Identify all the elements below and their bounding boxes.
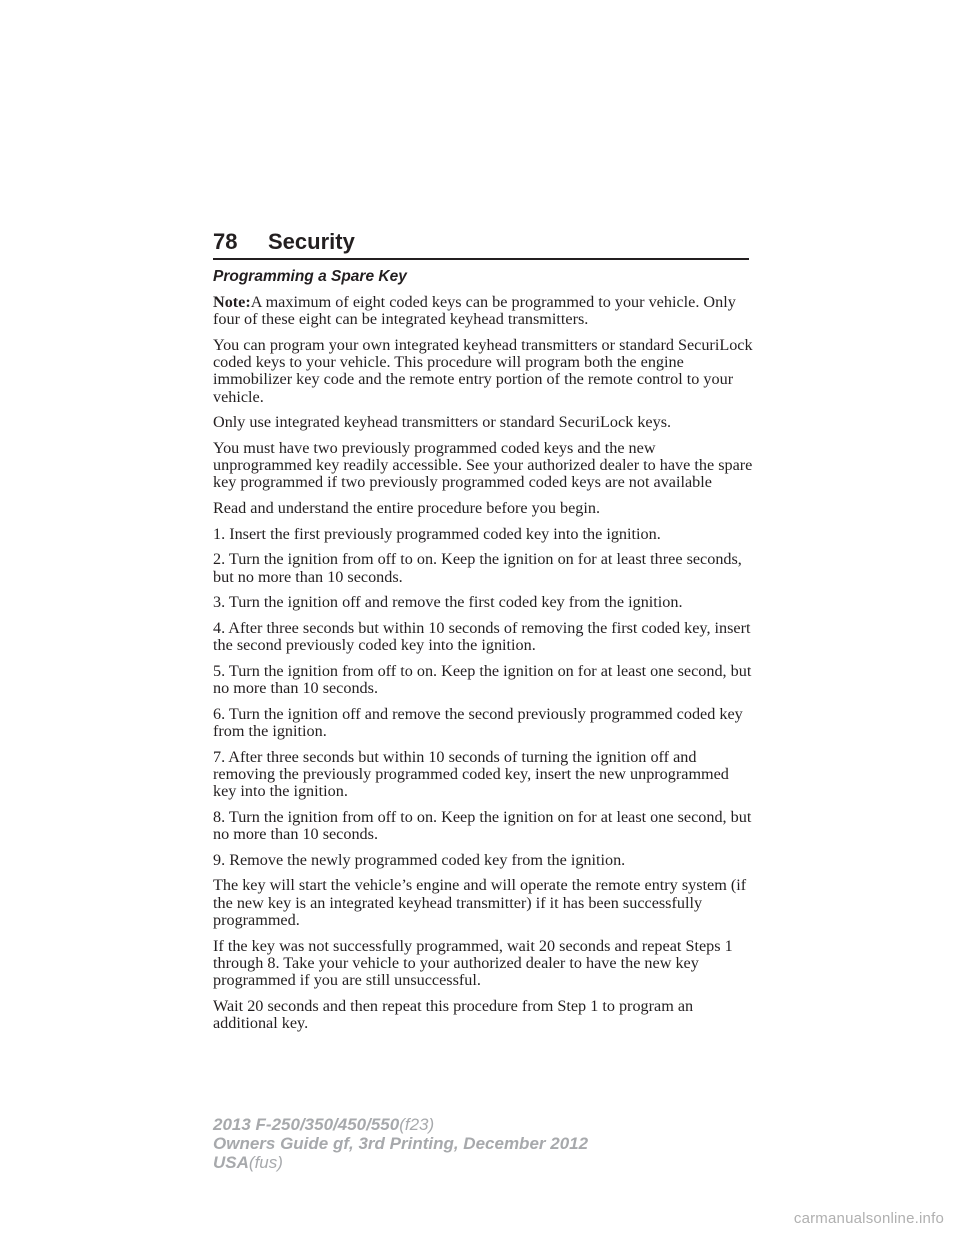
page-number: 78 <box>213 229 238 254</box>
paragraph: You must have two previously programmed coded keys and the new unprogrammed key readily accessible. See your authorized dealer to have the spare key programmed if two previously programmed coded keys are not available <box>213 438 753 492</box>
footer-market-code: (fus) <box>248 1153 283 1172</box>
step-item: 2. Turn the ignition from off to on. Keep the ignition on for at least three seconds, but no more than 10 seconds. <box>213 550 742 586</box>
page-header <box>213 228 749 260</box>
section-title: Security <box>268 229 355 254</box>
step-item: 5. Turn the ignition from off to on. Keep the ignition on for at least one second, but no more than 10 seconds. <box>213 661 752 698</box>
footer-market: USA <box>213 1153 249 1172</box>
footer-line-model <box>213 1115 588 1134</box>
step-item: 3. Turn the ignition off and remove the first coded key from the ignition. <box>213 593 683 612</box>
watermark-link[interactable]: carmanualsonline.info <box>793 1210 944 1227</box>
closing-paragraph: Wait 20 seconds and then repeat this procedure from Step 1 to program an additional key. <box>213 996 694 1032</box>
subheading: Programming a Spare Key <box>213 268 407 285</box>
paragraph: Read and understand the entire procedure before you begin. <box>213 499 600 518</box>
step-item: 6. Turn the ignition off and remove the second previously programmed coded key from the ignition. <box>213 704 743 741</box>
note-label: Note: <box>213 293 251 311</box>
header-rule <box>213 258 749 260</box>
page-body <box>213 267 753 1041</box>
footer-model-code: (f23) <box>399 1115 435 1134</box>
footer-model: 2013 F-250/350/450/550 <box>213 1115 400 1134</box>
footer-line-printing: Owners Guide gf, 3rd Printing, December 2012 <box>213 1134 589 1153</box>
paragraph: Only use integrated keyhead transmitters or standard SecuriLock keys. <box>213 413 672 432</box>
footer-line-market <box>213 1153 588 1172</box>
closing-paragraph: The key will start the vehicle’s engine and will operate the remote entry system (if the new key is an integrated keyhead transmitter) if it has been successfully programmed. <box>213 876 747 929</box>
note-paragraph <box>213 294 753 328</box>
note-text: A maximum of eight coded keys can be programmed to your vehicle. Only four of these eight can be integrated keyhead transmitters. <box>213 293 736 329</box>
closing-paragraph: If the key was not successfully programmed, wait 20 seconds and repeat Steps 1 through 8. Take your vehicle to your authorized dealer to have the new key programmed if you are still unsuccessful. <box>213 936 733 989</box>
step-item: 4. After three seconds but within 10 seconds of removing the first coded key, insert the second previously coded key into the ignition. <box>213 619 751 655</box>
step-item: 8. Turn the ignition from off to on. Keep the ignition on for at least one second, but no more than 10 seconds. <box>213 807 752 844</box>
step-item: 9. Remove the newly programmed coded key from the ignition. <box>213 850 626 869</box>
step-item: 7. After three seconds but within 10 seconds of turning the ignition off and removing the previously programmed coded key, insert the new unprogrammed key into the ignition. <box>213 747 729 801</box>
step-item: 1. Insert the first previously programmed coded key into the ignition. <box>213 524 661 543</box>
page-footer <box>213 1115 588 1172</box>
paragraph: You can program your own integrated keyhead transmitters or standard SecuriLock coded keys to your vehicle. This procedure will program both the engine immobilizer key code and the remote entry portion of the remote control to your vehicle. <box>213 335 753 406</box>
